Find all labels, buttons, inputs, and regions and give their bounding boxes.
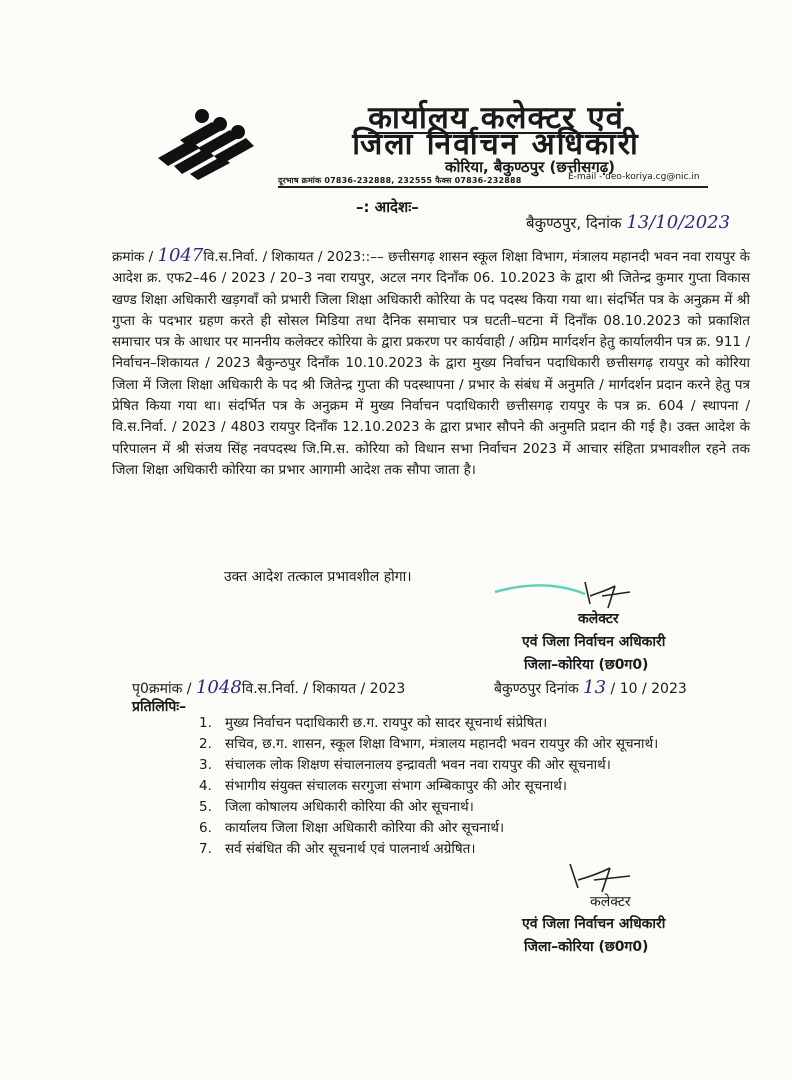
endorsement-date-suffix: / 10 / 2023 <box>610 681 687 697</box>
signature-1-designation: कलेक्टर <box>578 611 619 627</box>
list-item: 5. जिला कोषालय अधिकारी कोरिया की ओर सूचनार्थ। <box>199 799 474 815</box>
endorsement-ref-prefix: पृ0क्रमांक / <box>132 681 192 697</box>
order-ref-prefix: क्रमांक / <box>112 249 154 265</box>
order-ref-suffix: वि.स.निर्वा. / शिकायत / 2023::–– <box>203 249 384 265</box>
signature-2-district: जिला–कोरिया (छ0ग0) <box>524 939 649 955</box>
endorsement-date-day: 13 <box>583 677 607 698</box>
list-item: 4. संभागीय संयुक्त संचालक सरगुजा संभाग अम्बिकापुर की ओर सूचनार्थ। <box>199 778 568 794</box>
order-body <box>112 245 750 481</box>
office-title-line2: जिला निर्वाचन अधिकारी <box>352 127 640 162</box>
endorsement-ref <box>132 677 405 698</box>
order-date-prefix: बैकुण्ठपुर, दिनांक <box>526 214 622 232</box>
order-body-text: छत्तीसगढ़ शासन स्कूल शिक्षा विभाग, मंत्रालय महानदी भवन नवा रायपुर के आदेश क्र. एफ2–46 / 2023 / 20–3 नवा रायपुर, अटल नगर दिनाँक 06. 10.2023 के द्वारा श्री जितेन्द्र कुमार गुप्ता विकास खण्ड शिक्षा अधिकारी खड़गवाँ को प्रभारी जिला शिक्षा अधिकारी कोरिया के पद पदस्थ किया गया था। संदर्भित पत्र के अनुक्रम में श्री गुप्ता के पदभार ग्रहण करते ही सोसल मिडिया तथा दैनिक समाचार पत्र घटती–घटना में दिनाँक 08.10.2023 को प्रकाशित समाचार पत्र के आधार पर माननीय कलेक्टर कोरिया के द्वारा प्रकरण पर कार्यवाही / अग्रिम मार्गदर्शन हेतु कार्यालयीन पत्र क्र. 911 / निर्वाचन–शिकायत / 2023 बैकुन्ठपुर दिनाँक 10.10.2023 के द्वारा मुख्य निर्वाचन पदाधिकारी छत्तीसगढ़ रायपुर को कोरिया जिला में जिला शिक्षा अधिकारी के पद श्री जितेन्द्र गुप्ता की पदस्थापना / प्रभार के संबंध में अनुमति / मार्गदर्शन प्रदान करने हेतु पत्र प्रेषित किया गया था। संदर्भित पत्र के अनुक्रम में मुख्य निर्वाचन पदाधिकारी छत्तीसगढ़ रायपुर के पत्र क्र. 604 / स्थापना / वि.स.निर्वा. / 2023 / 4803 रायपुर दिनाँक 12.10.2023 के द्वारा प्रभार सौपने की अनुमति प्रदान की गई है। उक्त आदेश के परिपालन में श्री संजय सिंह नवपदस्थ जि.मि.स. कोरिया को विधान सभा निर्वाचन 2023 में आचार संहिता प्रभावशील रहने तक जिला शिक्षा अधिकारी कोरिया का प्रभार आगामी आदेश तक सौपा जाता है। <box>112 249 750 478</box>
copy-list <box>199 714 739 861</box>
list-item: 6. कार्यालय जिला शिक्षा अधिकारी कोरिया की ओर सूचनार्थ। <box>199 820 505 836</box>
election-commission-logo-icon <box>150 100 270 180</box>
header-divider <box>278 186 708 188</box>
endorsement-date-prefix: बैकुण्ठपुर दिनांक <box>494 681 579 697</box>
office-location: कोरिया, बैकुण्ठपुर (छत्तीसगढ़) <box>444 158 616 176</box>
endorsement-date <box>494 677 687 698</box>
list-item: 7. सर्व संबंधित की ओर सूचनार्थ एवं पालनार्थ अग्रेषित। <box>199 841 476 857</box>
list-item: 2. सचिव, छ.ग. शासन, स्कूल शिक्षा विभाग, मंत्रालय महानदी भवन रायपुर की ओर सूचनार्थ। <box>199 736 659 752</box>
signature-1-title: एवं जिला निर्वाचन अधिकारी <box>522 634 666 650</box>
order-date-handwritten: 13/10/2023 <box>626 212 731 233</box>
endorsement-ref-number: 1048 <box>195 677 242 698</box>
signature-1-district: जिला–कोरिया (छ0ग0) <box>524 657 649 673</box>
list-item: 1. मुख्य निर्वाचन पदाधिकारी छ.ग. रायपुर को सादर सूचनार्थ संप्रेषित। <box>199 715 548 731</box>
order-ref-number: 1047 <box>157 245 204 266</box>
office-title-line1: कार्यालय कलेक्टर एवं <box>368 100 624 136</box>
office-phone: दूरभाष क्रमांक 07836-232888, 232555 फैक्स 07836-232888 <box>278 176 522 185</box>
signature-2-title: एवं जिला निर्वाचन अधिकारी <box>522 916 666 932</box>
order-heading: –: आदेशः– <box>356 198 419 216</box>
effective-line: उक्त आदेश तत्काल प्रभावशील होगा। <box>224 569 412 585</box>
copy-heading: प्रतिलिपिः– <box>132 699 187 715</box>
signature-1-icon <box>490 574 640 614</box>
endorsement-ref-suffix: वि.स.निर्वा. / शिकायत / 2023 <box>241 681 406 697</box>
office-email: E-mail - deo-koriya.cg@nic.in <box>568 172 700 182</box>
list-item: 3. संचालक लोक शिक्षण संचालनालय इन्द्रावती भवन नवा रायपुर की ओर सूचनार्थ। <box>199 757 611 773</box>
order-date <box>526 212 730 233</box>
signature-2-designation: कलेक्टर <box>590 894 631 910</box>
